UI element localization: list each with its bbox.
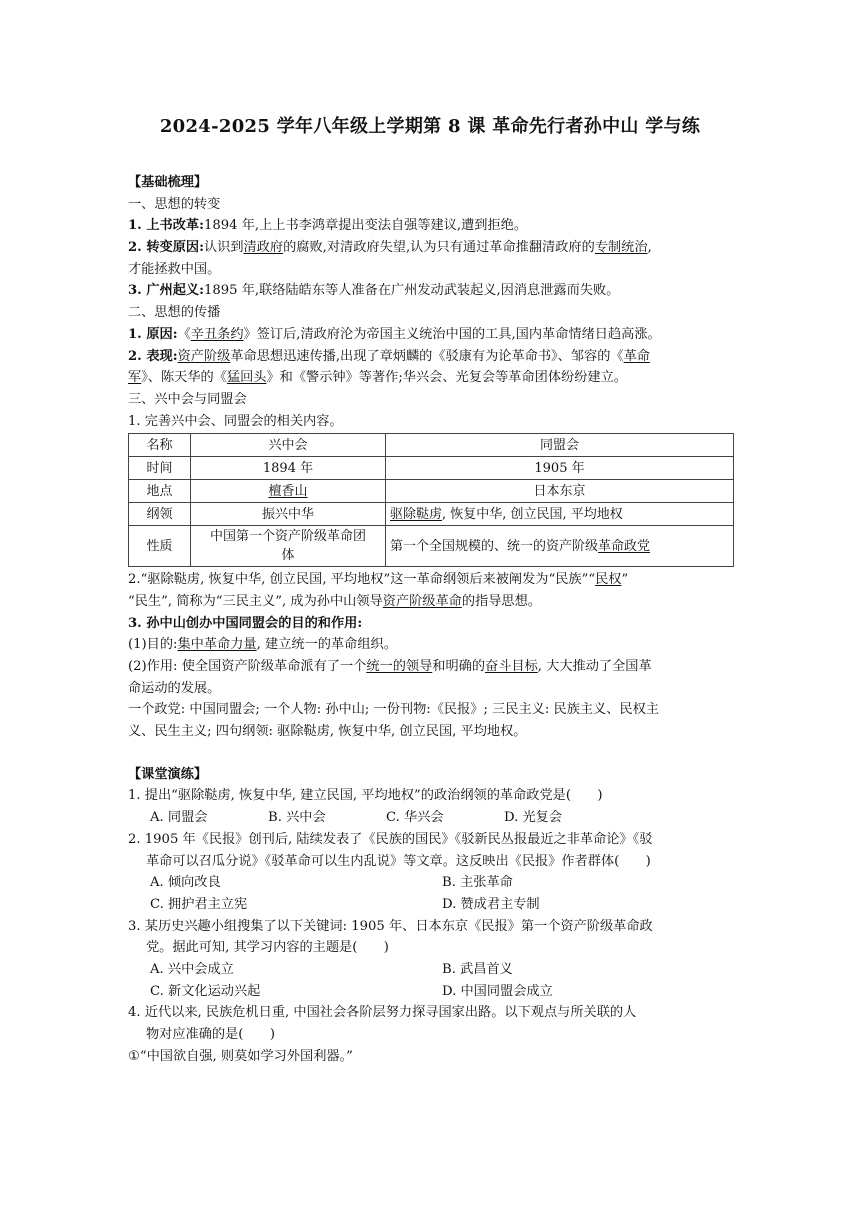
list-item [128, 656, 734, 678]
item-text: 《 [177, 326, 191, 342]
underlined-answer: 革命 [623, 348, 650, 364]
table-cell [191, 480, 386, 503]
options-row [128, 959, 734, 981]
table-row [129, 526, 734, 567]
underlined-answer: 清政府 [243, 240, 284, 256]
subsection-title: 一、思想的转变 [128, 196, 221, 212]
summary-line: 一个政党: 中国同盟会; 一个人物: 孙中山; 一份刊物:《民报》; 三民主义: 民族主义、民权主 [128, 702, 659, 718]
cell-text: 中国第一个资产阶级革命团 [209, 529, 366, 545]
cell-text: 体 [281, 548, 295, 564]
question-2 [128, 829, 734, 916]
underlined-answer: 专制统治 [594, 240, 648, 256]
table-row [129, 503, 734, 526]
item-text: 》签订后,清政府沦为帝国主义统治中国的工具,国内革命情绪日趋高涨。 [243, 326, 661, 342]
document-title: 2024-2025 学年八年级上学期第 8 课 革命先行者孙中山 学与练 [159, 116, 701, 137]
list-item-continued: 才能拯救中国。 [128, 261, 221, 277]
item-label: 1. 上书改革: [128, 218, 204, 234]
underlined-answer: 统一的领导 [366, 659, 433, 674]
table-cell: 1905 年 [386, 457, 734, 480]
statement-text: “中国欲自强, 则莫如学习外国利器。” [139, 1048, 353, 1064]
table-cell [386, 503, 734, 526]
item-text: 》、陈天华的《 [141, 370, 227, 386]
item-label: 2. 表现: [128, 348, 178, 364]
subsection-title: 二、思想的传播 [128, 305, 221, 321]
cell-text: 第一个全国规模的、统一的资产阶级 [390, 538, 599, 554]
underlined-answer: 猛回头 [226, 370, 267, 386]
item-text: 1894 年,上上书李鸿章提出变法自强等建议,遭到拒绝。 [203, 218, 528, 234]
list-item-heading: 3. 孙中山创办中国同盟会的目的和作用: [128, 615, 363, 631]
summary-line: 义、民生主义; 四句纲领: 驱除鞑虏, 恢复中华, 创立民国, 平均地权。 [128, 724, 527, 740]
table-cell: 纲领 [129, 503, 191, 526]
document-body [128, 172, 734, 1067]
list-item [128, 569, 734, 591]
list-item-continued: 命运动的发展。 [128, 680, 221, 696]
list-item: 1. 完善兴中会、同盟会的相关内容。 [128, 413, 343, 429]
table-cell: 名称 [129, 434, 191, 457]
table-row [129, 457, 734, 480]
item-text: “民生”, 简称为“三民主义”, 成为孙中山领导 [128, 593, 383, 609]
underlined-answer: 奋斗目标 [485, 659, 538, 674]
option-a[interactable]: A. 兴中会成立 [150, 961, 234, 977]
question-1 [128, 785, 734, 828]
option-d[interactable]: D. 光复会 [504, 810, 563, 826]
table-row [129, 480, 734, 503]
table-cell: 同盟会 [386, 434, 734, 457]
question-stem-continued: 物对应准确的是( ) [146, 1027, 275, 1042]
item-text: (1)目的: [128, 637, 178, 653]
option-b[interactable]: B. 主张革命 [442, 875, 513, 891]
options-row [128, 807, 734, 829]
item-text: (2)作用: 使全国资产阶级革命派有了一个 [128, 659, 367, 674]
table-cell: 地点 [129, 480, 191, 503]
item-text: 的指导思想。 [461, 593, 541, 609]
item-label: 3. 广州起义: [128, 283, 204, 299]
question-3 [128, 916, 734, 1003]
item-text: 2.“驱除鞑虏, 恢复中华, 创立民国, 平均地权”这一革命纲领后来被阐发为“民族”“ [128, 572, 596, 588]
question-stem-continued: 党。据此可知, 其学习内容的主题是( ) [146, 940, 389, 956]
question-stem: 2. 1905 年《民报》创刊后, 陆续发表了《民族的国民》《驳新民丛报最近之非革命论》《驳 [128, 831, 653, 847]
section-header-practice: 【课堂演练】 [128, 766, 208, 782]
item-text: , 建立统一的革命组织。 [256, 637, 397, 653]
cell-text: , 恢复中华, 创立民国, 平均地权 [442, 506, 623, 522]
item-label: 2. 转变原因: [128, 240, 204, 256]
item-text: 的腐败,对清政府失望,认为只有通过革命推翻清政府的 [283, 240, 595, 256]
underlined-answer: 军 [128, 370, 142, 386]
table-row [129, 434, 734, 457]
section-header-basics: 【基础梳理】 [128, 175, 208, 190]
underlined-answer: 民权 [595, 572, 622, 588]
list-item [128, 346, 734, 368]
underlined-answer: 革命政党 [598, 538, 651, 554]
underlined-answer: 辛丑条约 [190, 326, 244, 342]
statement-item [128, 1046, 734, 1068]
comparison-table [128, 433, 734, 567]
list-item [128, 324, 734, 346]
option-d[interactable]: D. 中国同盟会成立 [442, 983, 553, 999]
item-text: 认识到 [203, 240, 244, 256]
table-cell: 时间 [129, 457, 191, 480]
list-item [128, 237, 734, 259]
underlined-answer: 驱除鞑虏 [390, 506, 443, 522]
question-stem-continued: 革命可以召瓜分说》《驳革命可以生内乱说》等文章。这反映出《民报》作者群体( ) [146, 853, 651, 869]
table-cell: 振兴中华 [191, 503, 386, 526]
table-cell [191, 526, 386, 567]
table-cell: 兴中会 [191, 434, 386, 457]
option-a[interactable]: A. 同盟会 [150, 810, 208, 826]
question-stem: 4. 近代以来, 民族危机日重, 中国社会各阶层努力探寻国家出路。以下观点与所关联的人 [128, 1005, 637, 1021]
option-c[interactable]: C. 新文化运动兴起 [150, 983, 261, 999]
options-row [128, 981, 734, 1003]
question-4 [128, 1002, 734, 1067]
option-c[interactable]: C. 华兴会 [386, 810, 444, 826]
option-b[interactable]: B. 武昌首义 [442, 961, 513, 977]
item-text: 1895 年,联络陆皓东等人准备在广州发动武装起义,因消息泄露而失败。 [203, 283, 620, 299]
table-cell [386, 526, 734, 567]
options-row [128, 894, 734, 916]
item-text: , 大大推动了全国革 [537, 659, 652, 674]
option-d[interactable]: D. 赞成君主专制 [442, 896, 540, 912]
list-item-continued [128, 367, 734, 389]
underlined-answer: 集中革命力量 [177, 637, 257, 653]
option-a[interactable]: A. 倾向改良 [150, 875, 221, 891]
circled-number-1: ① [128, 1048, 140, 1064]
question-stem: 3. 某历史兴趣小组搜集了以下关键词: 1905 年、日本东京《民报》第一个资产阶级革命政 [128, 918, 653, 934]
subsection-title: 三、兴中会与同盟会 [128, 391, 247, 407]
item-text: 和明确的 [432, 659, 486, 674]
table-cell: 性质 [129, 526, 191, 567]
underlined-answer: 檀香山 [268, 483, 308, 499]
underlined-answer: 资产阶级 [177, 348, 231, 364]
item-label: 1. 原因: [128, 326, 178, 342]
underlined-answer: 资产阶级革命 [382, 593, 462, 609]
option-c[interactable]: C. 拥护君主立宪 [150, 896, 248, 912]
table-cell: 1894 年 [191, 457, 386, 480]
list-item-continued [128, 591, 734, 613]
item-text: , [647, 240, 652, 256]
table-cell: 日本东京 [386, 480, 734, 503]
question-stem: 1. 提出“驱除鞑虏, 恢复中华, 建立民国, 平均地权”的政治纲领的革命政党是( ) [128, 788, 603, 804]
item-text: 革命思想迅速传播,出现了章炳麟的《驳康有为论革命书》、邹容的《 [230, 348, 624, 364]
option-b[interactable]: B. 兴中会 [268, 810, 326, 826]
item-text: ” [621, 572, 629, 588]
list-item [128, 634, 734, 656]
spacer [128, 743, 734, 764]
list-item [128, 280, 734, 302]
list-item [128, 215, 734, 237]
options-row [128, 872, 734, 894]
item-text: 》和《警示钟》等著作;华兴会、光复会等革命团体纷纷建立。 [266, 370, 627, 386]
